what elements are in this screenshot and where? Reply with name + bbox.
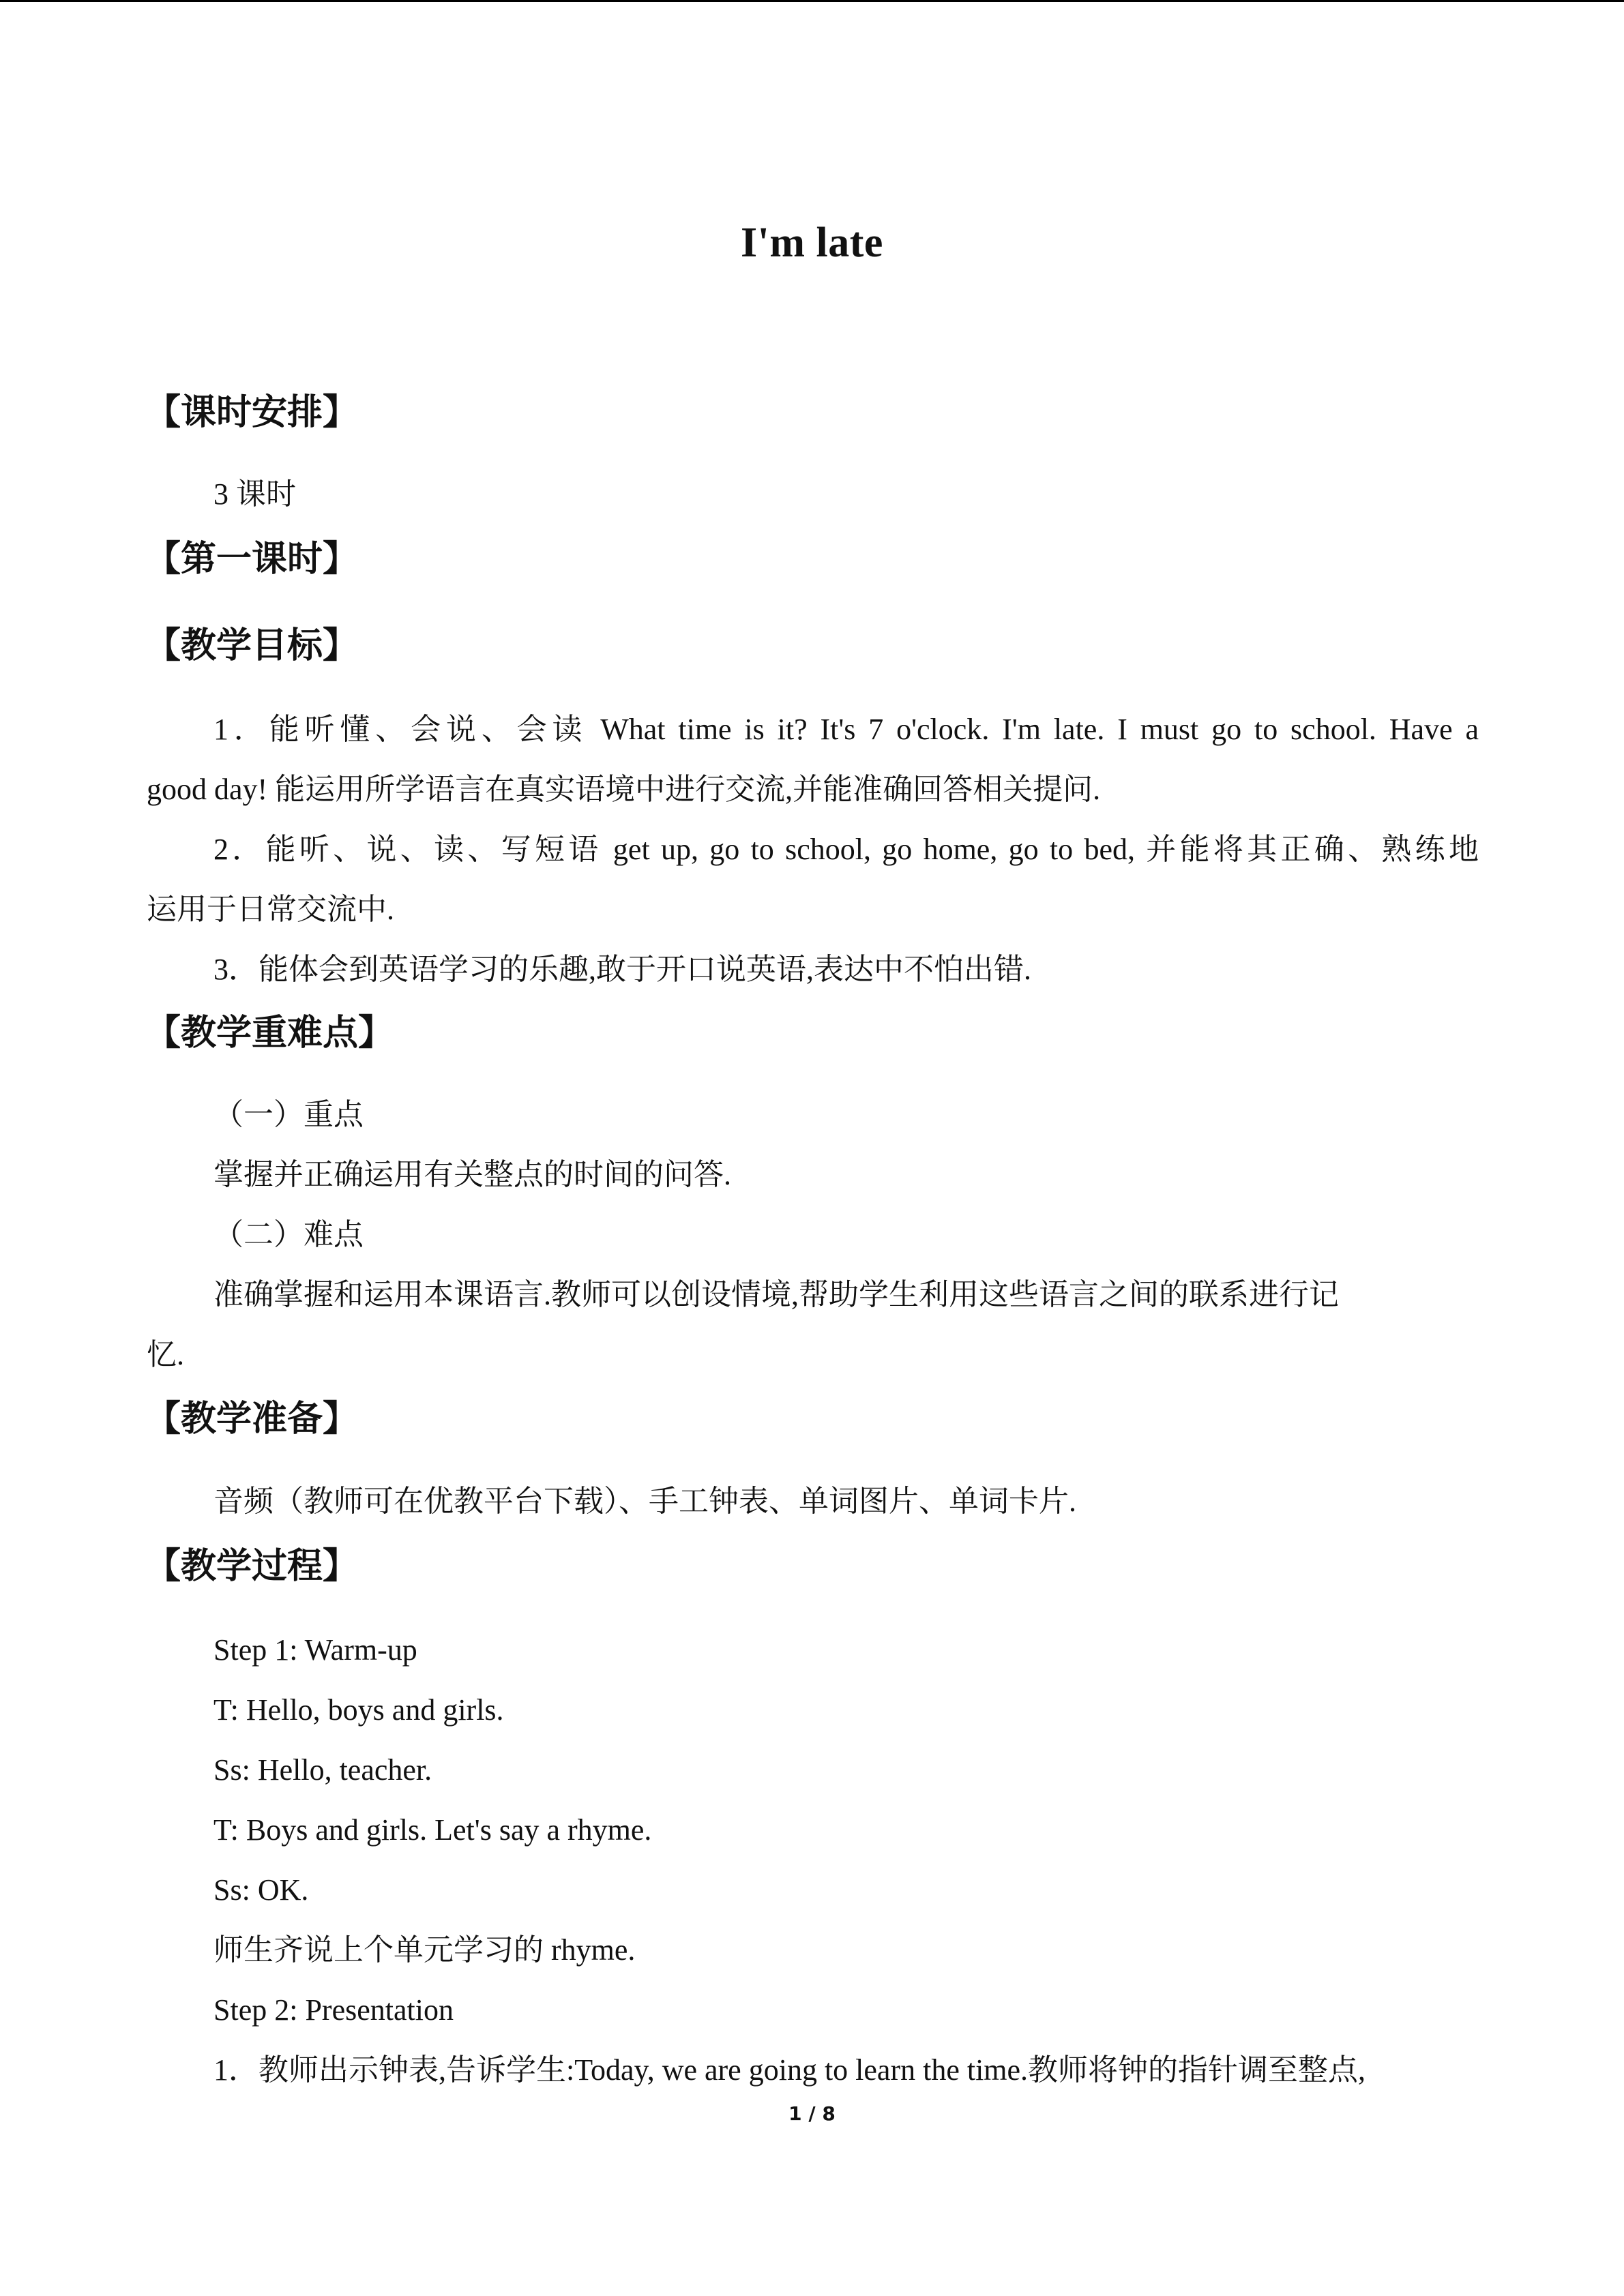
process-line-4: T: Boys and girls. Let's say a rhyme. [213, 1813, 652, 1847]
process-line-7: Step 2: Presentation [213, 1993, 454, 2027]
process-line-1: Step 1: Warm-up [213, 1633, 417, 1667]
top-border [0, 0, 1624, 2]
page-indicator: 1 / 8 [788, 2102, 836, 2125]
document-title: I'm late [741, 220, 883, 266]
objective-1-line-2: good day! 能运用所学语言在真实语境中进行交流,并能准确回答相关提问. [147, 773, 1101, 806]
heading-objectives: 【教学目标】 [145, 625, 359, 666]
objective-1-line-1: 1．能听懂、会说、会读 What time is it? It's 7 o'clock. I'm late. I must go to school. Have a [213, 713, 1479, 746]
objective-3-line-1: 3．能体会到英语学习的乐趣,敢于开口说英语,表达中不怕出错. [213, 953, 1031, 986]
focus-label: （一）重点 [213, 1098, 364, 1131]
difficulty-text-line-1: 准确掌握和运用本课语言.教师可以创设情境,帮助学生利用这些语言之间的联系进行记 [213, 1278, 1339, 1311]
focus-text: 掌握并正确运用有关整点的时间的问答. [213, 1158, 731, 1191]
difficulty-label: （二）难点 [213, 1218, 364, 1251]
difficulty-text-line-2: 忆. [147, 1338, 184, 1371]
process-line-3: Ss: Hello, teacher. [213, 1753, 432, 1787]
process-line-2: T: Hello, boys and girls. [213, 1693, 504, 1727]
heading-first-lesson: 【第一课时】 [145, 539, 359, 580]
heading-schedule: 【课时安排】 [145, 392, 359, 433]
process-line-6: 师生齐说上个单元学习的 rhyme. [213, 1933, 636, 1967]
heading-preparation: 【教学准备】 [145, 1399, 359, 1440]
process-line-5: Ss: OK. [213, 1873, 309, 1907]
objective-2-line-1: 2．能听、说、读、写短语 get up, go to school, go home, go to bed, 并能将其正确、熟练地 [213, 833, 1479, 866]
objective-2-line-2: 运用于日常交流中. [147, 893, 394, 926]
preparation-text: 音频（教师可在优教平台下载）、手工钟表、单词图片、单词卡片. [213, 1485, 1076, 1518]
schedule-text: 3 课时 [213, 477, 296, 511]
heading-key-points: 【教学重难点】 [145, 1013, 394, 1054]
heading-process: 【教学过程】 [145, 1546, 359, 1587]
process-line-8: 1．教师出示钟表,告诉学生:Today, we are going to learn the time.教师将钟的指针调至整点, [213, 2053, 1366, 2087]
